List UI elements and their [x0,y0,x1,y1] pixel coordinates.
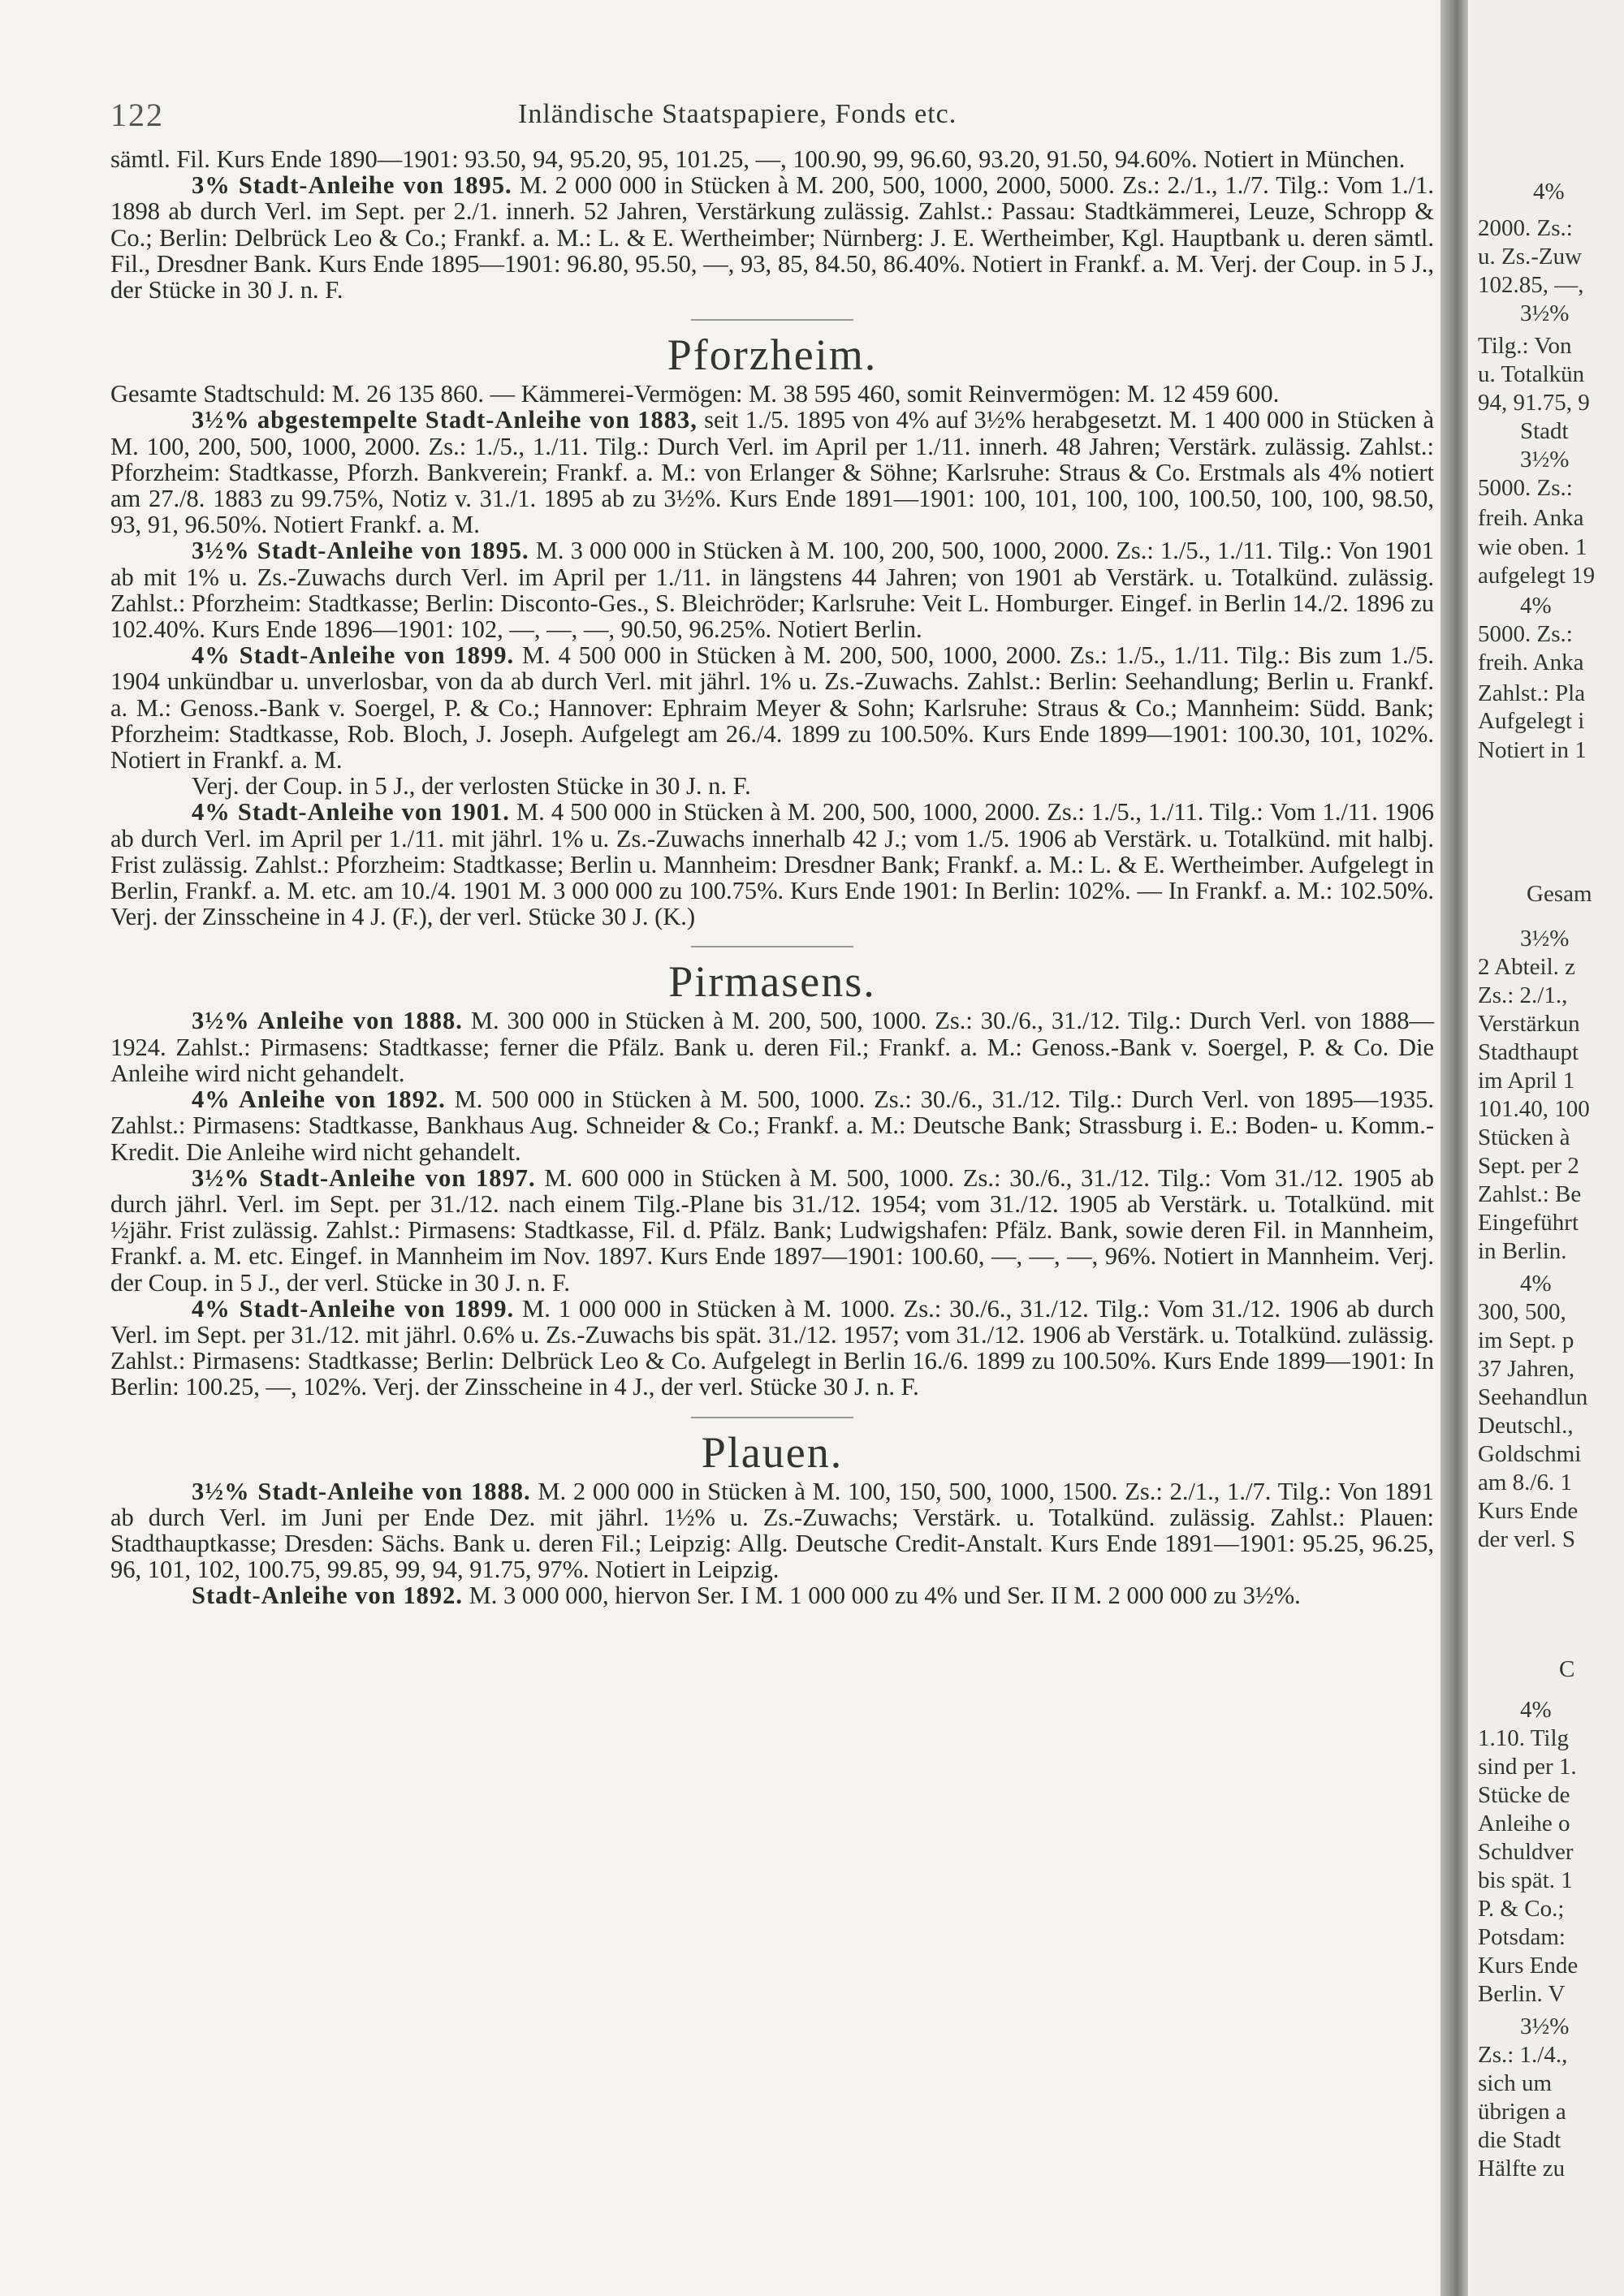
bond-entry [110,407,1434,537]
facing-page-line: sich um [1478,2070,1553,2096]
facing-page-line: Stücken à [1478,1124,1570,1150]
book-gutter-shadow [1440,0,1468,2296]
facing-page-line: 2 Abteil. z [1478,954,1576,980]
facing-page-line: Eingeführt [1478,1210,1579,1236]
entry-heading: 4% Stadt-Anleihe von 1901. [192,798,510,826]
entry-heading: 4% Stadt-Anleihe von 1899. [192,641,515,670]
facing-page-line: Zahlst.: Pla [1478,680,1586,706]
facing-page-line: Schuldver [1478,1839,1574,1865]
facing-page-line: 5000. Zs.: [1478,475,1573,501]
facing-page-line: am 8./6. 1 [1478,1470,1572,1495]
facing-page-line: Potsdam: [1478,1924,1566,1950]
running-title: Inländische Staatspapiere, Fonds etc. [518,99,957,129]
facing-page-line: Seehandlun [1478,1384,1588,1410]
facing-page-line: u. Totalkün [1478,361,1585,387]
facing-page-line: Verstärkun [1478,1011,1580,1037]
entry-heading: 4% Anleihe von 1892. [192,1085,446,1114]
facing-page-line: Deutschl., [1478,1413,1574,1439]
facing-page-line: 4% [1520,593,1552,619]
section-title-pirmasens: Pirmasens. [668,957,876,1007]
facing-page-line: Gesam [1527,881,1592,907]
entry-text: M. 1 000 000 in Stücken à M. 1000. Zs.: 30./6., 31./12. Tilg.: Vom 31./12. 1906 ab durch Verl. im Sept. per 31./12. mit jährl. 0.6% u. Zs.-Zuwachs bis spät. 31./12. 1957; vom 31./12. 1906 ab Verstärk. u. Totalkünd. zulässig. Zahlst.: Pirmasens: Stadtkasse; Berlin: Delbrück Leo & Co. Aufgelegt in Berlin 16./6. 1899 zu 100.50%. Kurs Ende 1899—1901: In Berlin: 100.25, —, 102%. Verj. der Zinsscheine in 4 J., der verl. Stücke 30 J. n. F. [110,1294,1434,1401]
facing-page-fragment [1470,0,1624,2296]
entry-heading: 3½% Stadt-Anleihe von 1895. [192,537,529,565]
facing-page-line: Stadt [1520,418,1569,444]
facing-page-line: sind per 1. [1478,1754,1577,1780]
facing-page-line: 4% [1520,1697,1552,1723]
bond-entry [110,642,1434,773]
entry-note: Verj. der Coup. in 5 J., der verlosten Stücke in 30 J. n. F. [192,772,751,801]
entry-heading: 3½% Anleihe von 1888. [192,1007,463,1035]
facing-page-line: Zs.: 1./4., [1478,2042,1568,2068]
entry-text: seit 1./5. 1895 von 4% auf 3½% herabgesetzt. M. 1 400 000 in Stücken à M. 100, 200, 500, 1000, 2000. Zs.: 1./5., 1./11. Tilg.: Durch Verl. im April per 1./11. innerh. 48 Jahren; Verstärk. zulässig. Zahlst.: Pforzheim: Stadtkasse, Pforzh. Bankverein; Frankf. a. M.: von Erlanger & Söhne; Karlsruhe: Straus & Co. Erstmals als 4% notiert am 27./8. 1883 zu 99.75%, Notiz v. 31./1. 1895 ab zu 3½%. Kurs Ende 1891—1901: 100, 101, 100, 100, 100.50, 100, 100, 98.50, 93, 91, 96.50%. Notiert Frankf. a. M. [110,406,1435,539]
section-rule [691,946,853,947]
facing-page-line: 3½% [1520,2013,1570,2039]
facing-page-line: u. Zs.-Zuw [1478,244,1583,270]
entry-heading: 4% Stadt-Anleihe von 1899. [192,1294,515,1323]
facing-page-line: freih. Anka [1478,505,1584,531]
facing-page-line: 94, 91.75, 9 [1478,390,1590,416]
facing-page-line: übrigen a [1478,2099,1566,2125]
facing-page-line: Goldschmi [1478,1441,1582,1467]
entry-text: M. 300 000 in Stücken à M. 200, 500, 1000. Zs.: 30./6., 31./12. Tilg.: Durch Verl. von 1888—1924. Zahlst.: Pirmasens: Stadtkasse; ferner die Pfälz. Bank u. deren Fil.; Frankf. a. M.: Genoss.-Bank v. Soergel, P. & Co. Die Anleihe wird nicht gehandelt. [110,1007,1434,1087]
facing-page-line: Zs.: 2./1., [1478,982,1568,1008]
entry-heading: Stadt-Anleihe von 1892. [192,1582,463,1610]
page-header [110,89,1434,146]
bond-entry [110,799,1434,930]
entry-text: M. 4 500 000 in Stücken à M. 200, 500, 1000, 2000. Zs.: 1./5., 1./11. Tilg.: Bis zum 1./5. 1904 unkündbar u. unverlosbar, von da ab durch Verl. mit jährl. 1% u. Zs.-Zuwachs. Zahlst.: Berlin: Seehandlung; Berlin u. Frankf. a. M.: Genoss.-Bank v. Soergel, P. & Co.; Hannover: Ephraim Meyer & Sohn; Karlsruhe: Straus & Co.; Mannheim: Südd. Bank; Pforzheim: Stadtkasse, Rob. Bloch, J. Joseph. Aufgelegt am 26./4. 1899 zu 100.50%. Kurs Ende 1899—1901: 100.30, 101, 102%. Notiert in Frankf. a. M. [110,641,1434,775]
facing-page-line: in Berlin. [1478,1238,1567,1264]
facing-page-line: bis spät. 1 [1478,1867,1573,1893]
facing-page-line: freih. Anka [1478,650,1584,675]
bond-entry [110,1008,1434,1086]
facing-page-line: 3½% [1520,926,1570,952]
entry-heading: 3½% abgestempelte Stadt-Anleihe von 1883, [192,406,698,434]
entry-heading: 3½% Stadt-Anleihe von 1888. [192,1477,531,1505]
section-title-plauen: Plauen. [701,1427,844,1477]
facing-page-line: Zahlst.: Be [1478,1181,1582,1207]
facing-page-line: Kurs Ende [1478,1953,1579,1979]
facing-page-line: Sept. per 2 [1478,1153,1579,1179]
facing-page-line: C [1559,1656,1575,1682]
facing-page-line: Aufgelegt i [1478,708,1585,734]
facing-page-line: 4% [1520,1271,1552,1297]
page-number: 122 [110,97,164,133]
facing-page-line: 102.85, —, [1478,272,1584,298]
facing-page-line: 1.10. Tilg [1478,1725,1570,1751]
section-title-pforzheim: Pforzheim. [667,330,878,380]
entry-text: M. 3 000 000, hiervon Ser. I M. 1 000 000 zu 4% und Ser. II M. 2 000 000 zu 3½%. [469,1582,1301,1610]
facing-page-line: der verl. S [1478,1526,1575,1552]
entry-text: M. 600 000 in Stücken à M. 500, 1000. Zs.: 30./6., 31./12. Tilg.: Vom 31./12. 1905 ab durch jährl. Verl. im Sept. per 31./12. nach einem Tilg.-Plane bis 31./12. 1954; vom 31./12. 1905 ab Verstärk. u. Totalkünd. mit ½jähr. Frist zulässig. Zahlst.: Pirmasens: Stadtkasse, Fil. d. Pfälz. Bank; Ludwigshafen: Pfälz. Bank, sowie deren Fil. in Mannheim, Frankf. a. M. etc. Eingef. in Mannheim im Nov. 1897. Kurs Ende 1897—1901: 100.60, —, —, —, 96%. Notiert in Mannheim. Verj. der Coup. in 5 J., der verl. Stücke in 30 J. n. F. [110,1163,1434,1297]
facing-page-line: Stücke de [1478,1782,1570,1808]
facing-page-line: Hälfte zu [1478,2156,1566,2182]
facing-page-line: 300, 500, [1478,1299,1566,1325]
entry-heading: 3½% Stadt-Anleihe von 1897. [192,1163,536,1192]
section-rule [691,319,853,321]
main-column [110,89,1434,1609]
facing-page-line: 2000. Zs.: [1478,215,1573,241]
section-rule [691,1417,853,1418]
bond-entry [110,1582,1434,1608]
facing-page-line: 3½% [1520,300,1570,326]
facing-page-line: 101.40, 100 [1478,1096,1590,1122]
entry-text: M. 3 000 000 in Stücken à M. 100, 200, 500, 1000, 2000. Zs.: 1./5., 1./11. Tilg.: Von 1901 ab mit 1% u. Zs.-Zuwachs durch Verl. im April per 1./11. in längstens 44 Jahren; von 1901 ab Verstärk. u. Totalkünd. zulässig. Zahlst.: Pforzheim: Stadtkasse; Berlin: Disconto-Ges., S. Bleichröder; Karlsruhe: Veit L. Homburger. Eingef. in Berlin 14./2. 1896 zu 102.40%. Kurs Ende 1896—1901: 102, —, —, —, 90.50, 96.25%. Notiert Berlin. [110,537,1434,644]
facing-page-line: die Stadt [1478,2127,1561,2153]
facing-page-line: Stadthaupt [1478,1039,1579,1065]
facing-page-line: 3½% [1520,447,1570,473]
facing-page-line: Anleihe o [1478,1810,1570,1836]
facing-page-line: wie oben. 1 [1478,534,1587,560]
entry-text: M. 2 000 000 in Stücken à M. 200, 500, 1000, 2000, 5000. Zs.: 2./1., 1./7. Tilg.: Vom 1./1. 1898 ab durch Verl. im Sept. per 2./1. innerh. 52 Jahren, Verstärkung zulässig. Zahlst.: Passau: Stadtkämmerei, Leuze, Schropp & Co.; Berlin: Delbrück Leo & Co.; Frankf. a. M.: L. & E. Wertheimber; Nürnberg: J. E. Wertheimber, Kgl. Hauptbank u. deren sämtl. Fil., Dresdner Bank. Kurs Ende 1895—1901: 96.80, 95.50, —, 93, 85, 84.50, 86.40%. Notiert in Frankf. a. M. Verj. der Coup. in 5 J., der Stücke in 30 J. n. F. [110,171,1435,304]
facing-page-line: aufgelegt 19 [1478,563,1596,589]
facing-page-line: Tilg.: Von [1478,333,1572,359]
facing-page-line: im April 1 [1478,1068,1575,1094]
facing-page-line: P. & Co.; [1478,1896,1565,1922]
bond-entry [110,537,1434,642]
page-body [110,146,1434,1609]
facing-page-line: 37 Jahren, [1478,1356,1575,1382]
entry-text: M. 2 000 000 in Stücken à M. 100, 150, 500, 1000, 1500. Zs.: 2./1., 1./7. Tilg.: Von 1891 ab durch Verl. im Juni per Ende Dez. mit jährl. 1½% u. Zs.-Zuwachs; Verstärk. u. Totalkünd. zulässig. Zahlst.: Plauen: Stadthauptkasse; Dresden: Sächs. Bank u. deren Fil.; Leipzig: Allg. Deutsche Credit-Anstalt. Kurs Ende 1891—1901: 95.25, 96.25, 96, 101, 102, 100.75, 99.85, 99, 94, 91.75, 97%. Notiert in Leipzig. [110,1477,1434,1584]
entry-text: M. 500 000 in Stücken à M. 500, 1000. Zs.: 30./6., 31./12. Tilg.: Durch Verl. von 1895—1935. Zahlst.: Pirmasens: Stadtkasse, Bankhaus Aug. Schneider & Co.; Frankf. a. M.: Deutsche Bank; Strassburg i. E.: Boden- u. Komm.-Kredit. Die Anleihe wird nicht gehandelt. [110,1085,1434,1166]
facing-page-line: Berlin. V [1478,1981,1566,2007]
entry-text: M. 4 500 000 in Stücken à M. 200, 500, 1000, 2000. Zs.: 1./5., 1./11. Tilg.: Vom 1./11. 1906 ab durch Verl. im April per 1./11. mit jährl. 1% u. Zs.-Zuwachs innerhalb 42 J.; vom 1./5. 1906 ab Verstärk. u. Totalkünd. mit halbj. Frist zulässig. Zahlst.: Pforzheim: Stadtkasse; Berlin u. Mannheim: Dresdner Bank; Frankf. a. M.: L. & E. Wertheimber. Aufgelegt in Berlin, Frankf. a. M. etc. am 10./4. 1901 M. 3 000 000 zu 100.75%. Kurs Ende 1901: In Berlin: 102%. — In Frankf. a. M.: 102.50%. Verj. der Zinsscheine in 4 J. (F.), der verl. Stücke 30 J. (K.) [110,798,1434,931]
paragraph: sämtl. Fil. Kurs Ende 1890—1901: 93.50, 94, 95.20, 95, 101.25, —, 100.90, 99, 96.60, 93.20, 91.50, 94.60%. Notiert in München. [110,145,1406,173]
entry-heading: 3% Stadt-Anleihe von 1895. [192,171,512,200]
facing-page-line: 5000. Zs.: [1478,621,1573,647]
facing-page-line: im Sept. p [1478,1327,1574,1353]
bond-entry [110,172,1434,303]
bond-entry [110,1478,1434,1583]
bond-entry [110,1296,1434,1400]
facing-page-line: 4% [1533,179,1565,205]
facing-page-line: Kurs Ende [1478,1498,1579,1524]
facing-page-line: Notiert in 1 [1478,737,1587,763]
bond-entry [110,1086,1434,1165]
bond-entry [110,1165,1434,1296]
debt-summary: Gesamte Stadtschuld: M. 26 135 860. — Kämmerei-Vermögen: M. 38 595 460, somit Reinvermögen: M. 12 459 600. [110,380,1280,408]
